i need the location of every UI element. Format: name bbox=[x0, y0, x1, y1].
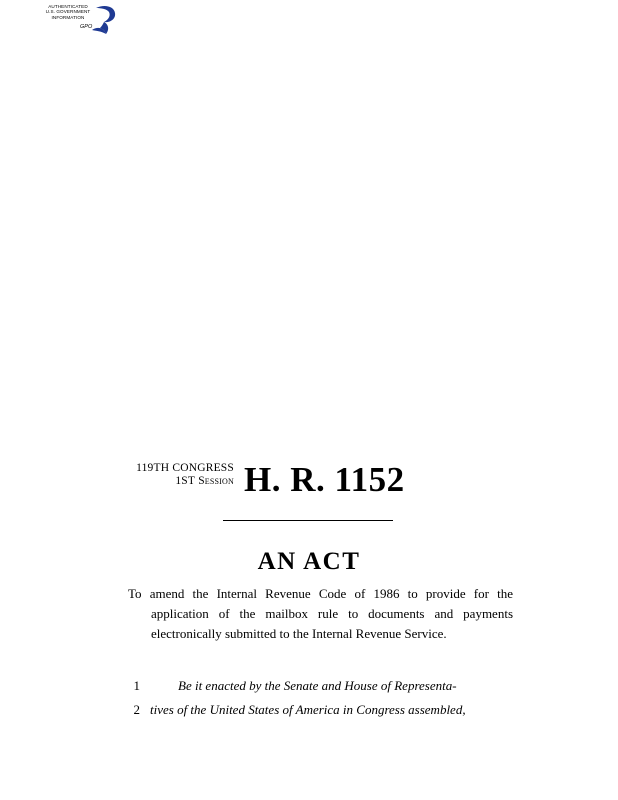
purpose-clause: To amend the Internal Revenue Code of 1986 to provide for the application of the mailbox rule to documents and payments electronically submitted to the Internal Revenue Service. bbox=[128, 586, 513, 641]
session-line bbox=[118, 475, 234, 488]
session-number: 1 bbox=[175, 475, 182, 487]
session-number-suffix: ST bbox=[181, 475, 196, 487]
line-number: 2 bbox=[133, 702, 140, 717]
gpo-logo-line-2: U.S. GOVERNMENT bbox=[45, 9, 91, 15]
congress-number: 119 bbox=[136, 462, 154, 474]
gpo-logo-line-1: AUTHENTICATED bbox=[48, 4, 88, 9]
act-heading: AN ACT bbox=[257, 548, 361, 575]
enacting-line bbox=[128, 698, 490, 722]
bill-number: H. R. 1152 bbox=[244, 460, 405, 499]
divider-rule bbox=[223, 520, 393, 521]
gpo-authentication-logo bbox=[36, 4, 118, 38]
congress-line bbox=[118, 462, 234, 475]
enacting-clause bbox=[128, 674, 490, 722]
gpo-logo-line-3: INFORMATION bbox=[51, 14, 85, 20]
congress-word: CONGRESS bbox=[172, 462, 234, 474]
session-word: Session bbox=[198, 475, 234, 487]
gpo-mark: GPO bbox=[80, 24, 93, 30]
congress-number-suffix: TH bbox=[153, 462, 170, 474]
enacting-text: Be it enacted by the Senate and House of Representa- bbox=[178, 678, 457, 693]
line-number: 1 bbox=[133, 678, 140, 693]
enacting-text: tives of the United States of America in Congress assembled, bbox=[150, 702, 466, 717]
eagle-icon bbox=[90, 4, 118, 36]
congress-session-block bbox=[118, 462, 234, 488]
enacting-line bbox=[128, 674, 490, 698]
